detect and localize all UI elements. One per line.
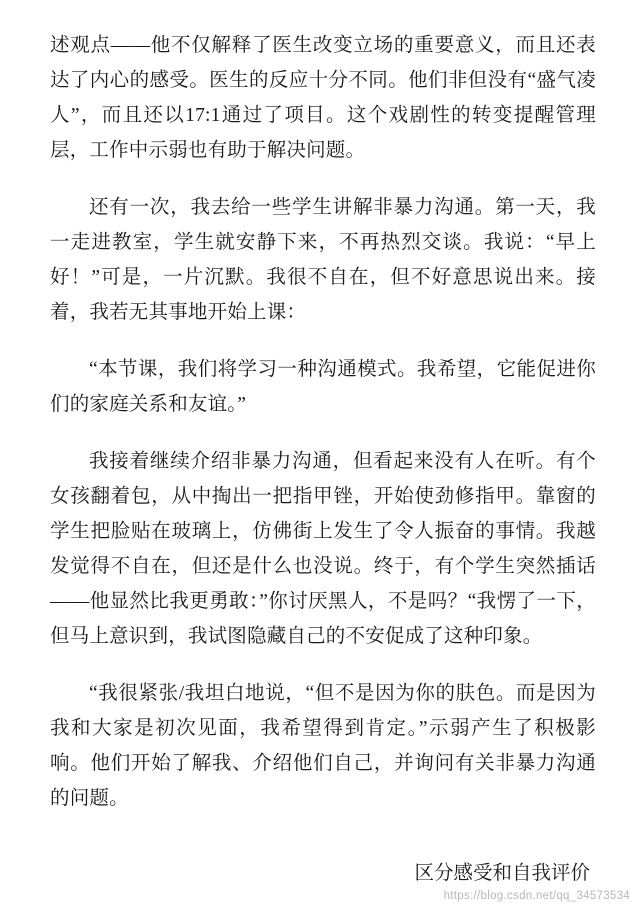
paragraph-5-quote: “我很紧张/我坦白地说，“但不是因为你的肤色。而是因为我和大家是初次见面，我希望得到肯定。”示弱产生了积极影响。他们开始了解我、介绍他们自己，并询问有关非暴力沟通的问题。 [50,683,596,809]
paragraph-3-quote: “本节课，我们将学习一种沟通模式。我希望，它能促进你们的家庭关系和友谊。” [50,359,596,415]
paragraph-1: 述观点——他不仅解释了医生改变立场的重要意义，而且还表达了内心的感受。医生的反应十分不同。他们非但没有“盛气凌人”，而且还以17:1通过了项目。这个戏剧性的转变提醒管理层，工作中示弱也有助于解决问题。 [50,35,596,161]
paragraph-2: 还有一次，我去给一些学生讲解非暴力沟通。第一天，我一走进教室，学生就安静下来，不再热烈交谈。我说：“早上好！”可是，一片沉默。我很不自在，但不好意思说出来。接着，我若无其事地开始上课： [50,197,596,323]
section-heading-signature: 区分感受和自我评价 [414,863,590,884]
watermark-url: https://blog.csdn.net/qq_34573534 [443,890,630,902]
paragraph-4: 我接着继续介绍非暴力沟通，但看起来没有人在听。有个女孩翻着包，从中掏出一把指甲锉，开始使劲修指甲。靠窗的学生把脸贴在玻璃上，仿佛街上发生了令人振奋的事情。我越发觉得不自在，但还是什么也没说。终于，有个学生突然插话——他显然比我更勇敢：”你讨厌黑人，不是吗？“我愣了一下，但马上意识到，我试图隐藏自己的不安促成了这种印象。 [50,451,596,647]
